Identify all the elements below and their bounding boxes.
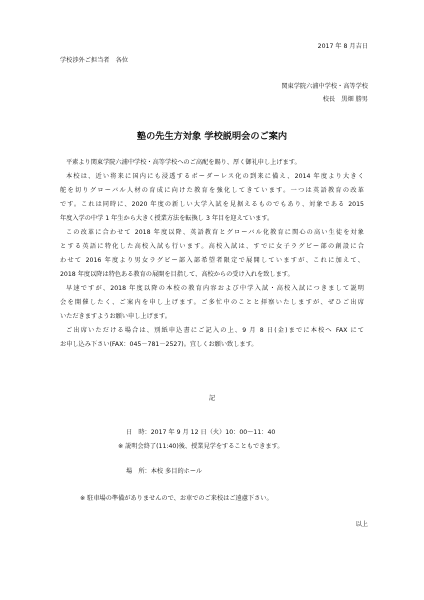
paragraph-2-line-4: 年度入学の中学 1 年生から大きく授業方法を転換し 3 年目を迎えています。 (60, 215, 274, 222)
tour-note: ※ 説明会終了(11:40)後、授業見学をすることもできます。 (118, 443, 284, 450)
event-place: 場 所：本校 多目的ホール (126, 468, 203, 475)
parking-note: ※ 駐車場の準備がありませんので、お車でのご来校はご遠慮下さい。 (80, 495, 273, 502)
paragraph-3-line-1: この改革に合わせて 2018 年度以降、英語教育とグローバル化教育に関心の高い生徒を対象 (66, 229, 364, 236)
paragraph-2-line-1: 本校は、近い将来に国内にも浸透するボーダーレス化の到来に備え、2014 年度より大きく (66, 173, 364, 180)
letter-date: 2017 年 8 月吉日 (317, 43, 368, 50)
paragraph-4-line-2: 会を開催したく、ご案内を申し上げます。ご多忙中のことと拝察いたしますが、ぜひご出席 (60, 299, 364, 306)
paragraph-4-line-3: いただきますようお願い申し上げます。 (60, 313, 171, 320)
paragraph-2-line-2: 舵を切りグローバル人材の育成に向けた教育を強化してきています。一つは英語教育の改革 (60, 187, 364, 194)
recipient-line: 学校渉外ご担当者 各位 (60, 57, 129, 64)
paragraph-5-line-1: ご出席いただける場合は、別紙申込書にご記入の上、9 月 8 日(金)までに本校へ FAX にて (66, 327, 364, 334)
document-title: 塾の先生方対象 学校説明会のご案内 (136, 131, 288, 142)
paragraph-3-line-4: 2018 年度以降は特色ある教育の展開を目指して、高校からの受け入れを致します。 (60, 271, 294, 278)
closing-word: 以上 (355, 521, 368, 528)
ki-heading: 記 (208, 395, 216, 402)
paragraph-3-line-3: わせて 2016 年度より男女ラグビー部入部希望者限定で展開していますが、これに加えて、 (60, 257, 364, 264)
event-datetime: 日 時：2017 年 9 月 12 日（火）10：00～11：40 (126, 429, 276, 436)
sender-organization: 関東学院六浦中学校・高等学校 (281, 83, 368, 90)
sender-name: 校長 黒畑 勝男 (322, 96, 368, 103)
paragraph-5-line-2: お申し込み下さい(FAX：045－781－2527)。宜しくお願い致します。 (60, 341, 258, 348)
paragraph-2-line-3: です。これは同時に、2020 年度の新しい大学入試を見据えるものでもあり、対象である 2015 (60, 201, 364, 208)
paragraph-4-line-1: 早速ですが、2018 年度以降の本校の教育内容および中学入試・高校入試につきまして説明 (66, 285, 364, 292)
paragraph-1-line-1: 平素より関東学院六浦中学校・高等学校へのご高配を賜り、厚く御礼申し上げます。 (66, 159, 301, 166)
paragraph-3-line-2: とする英語に特化した高校入試も行います。高校入試は、すでに女子ラグビー部の創設に合 (60, 243, 364, 250)
